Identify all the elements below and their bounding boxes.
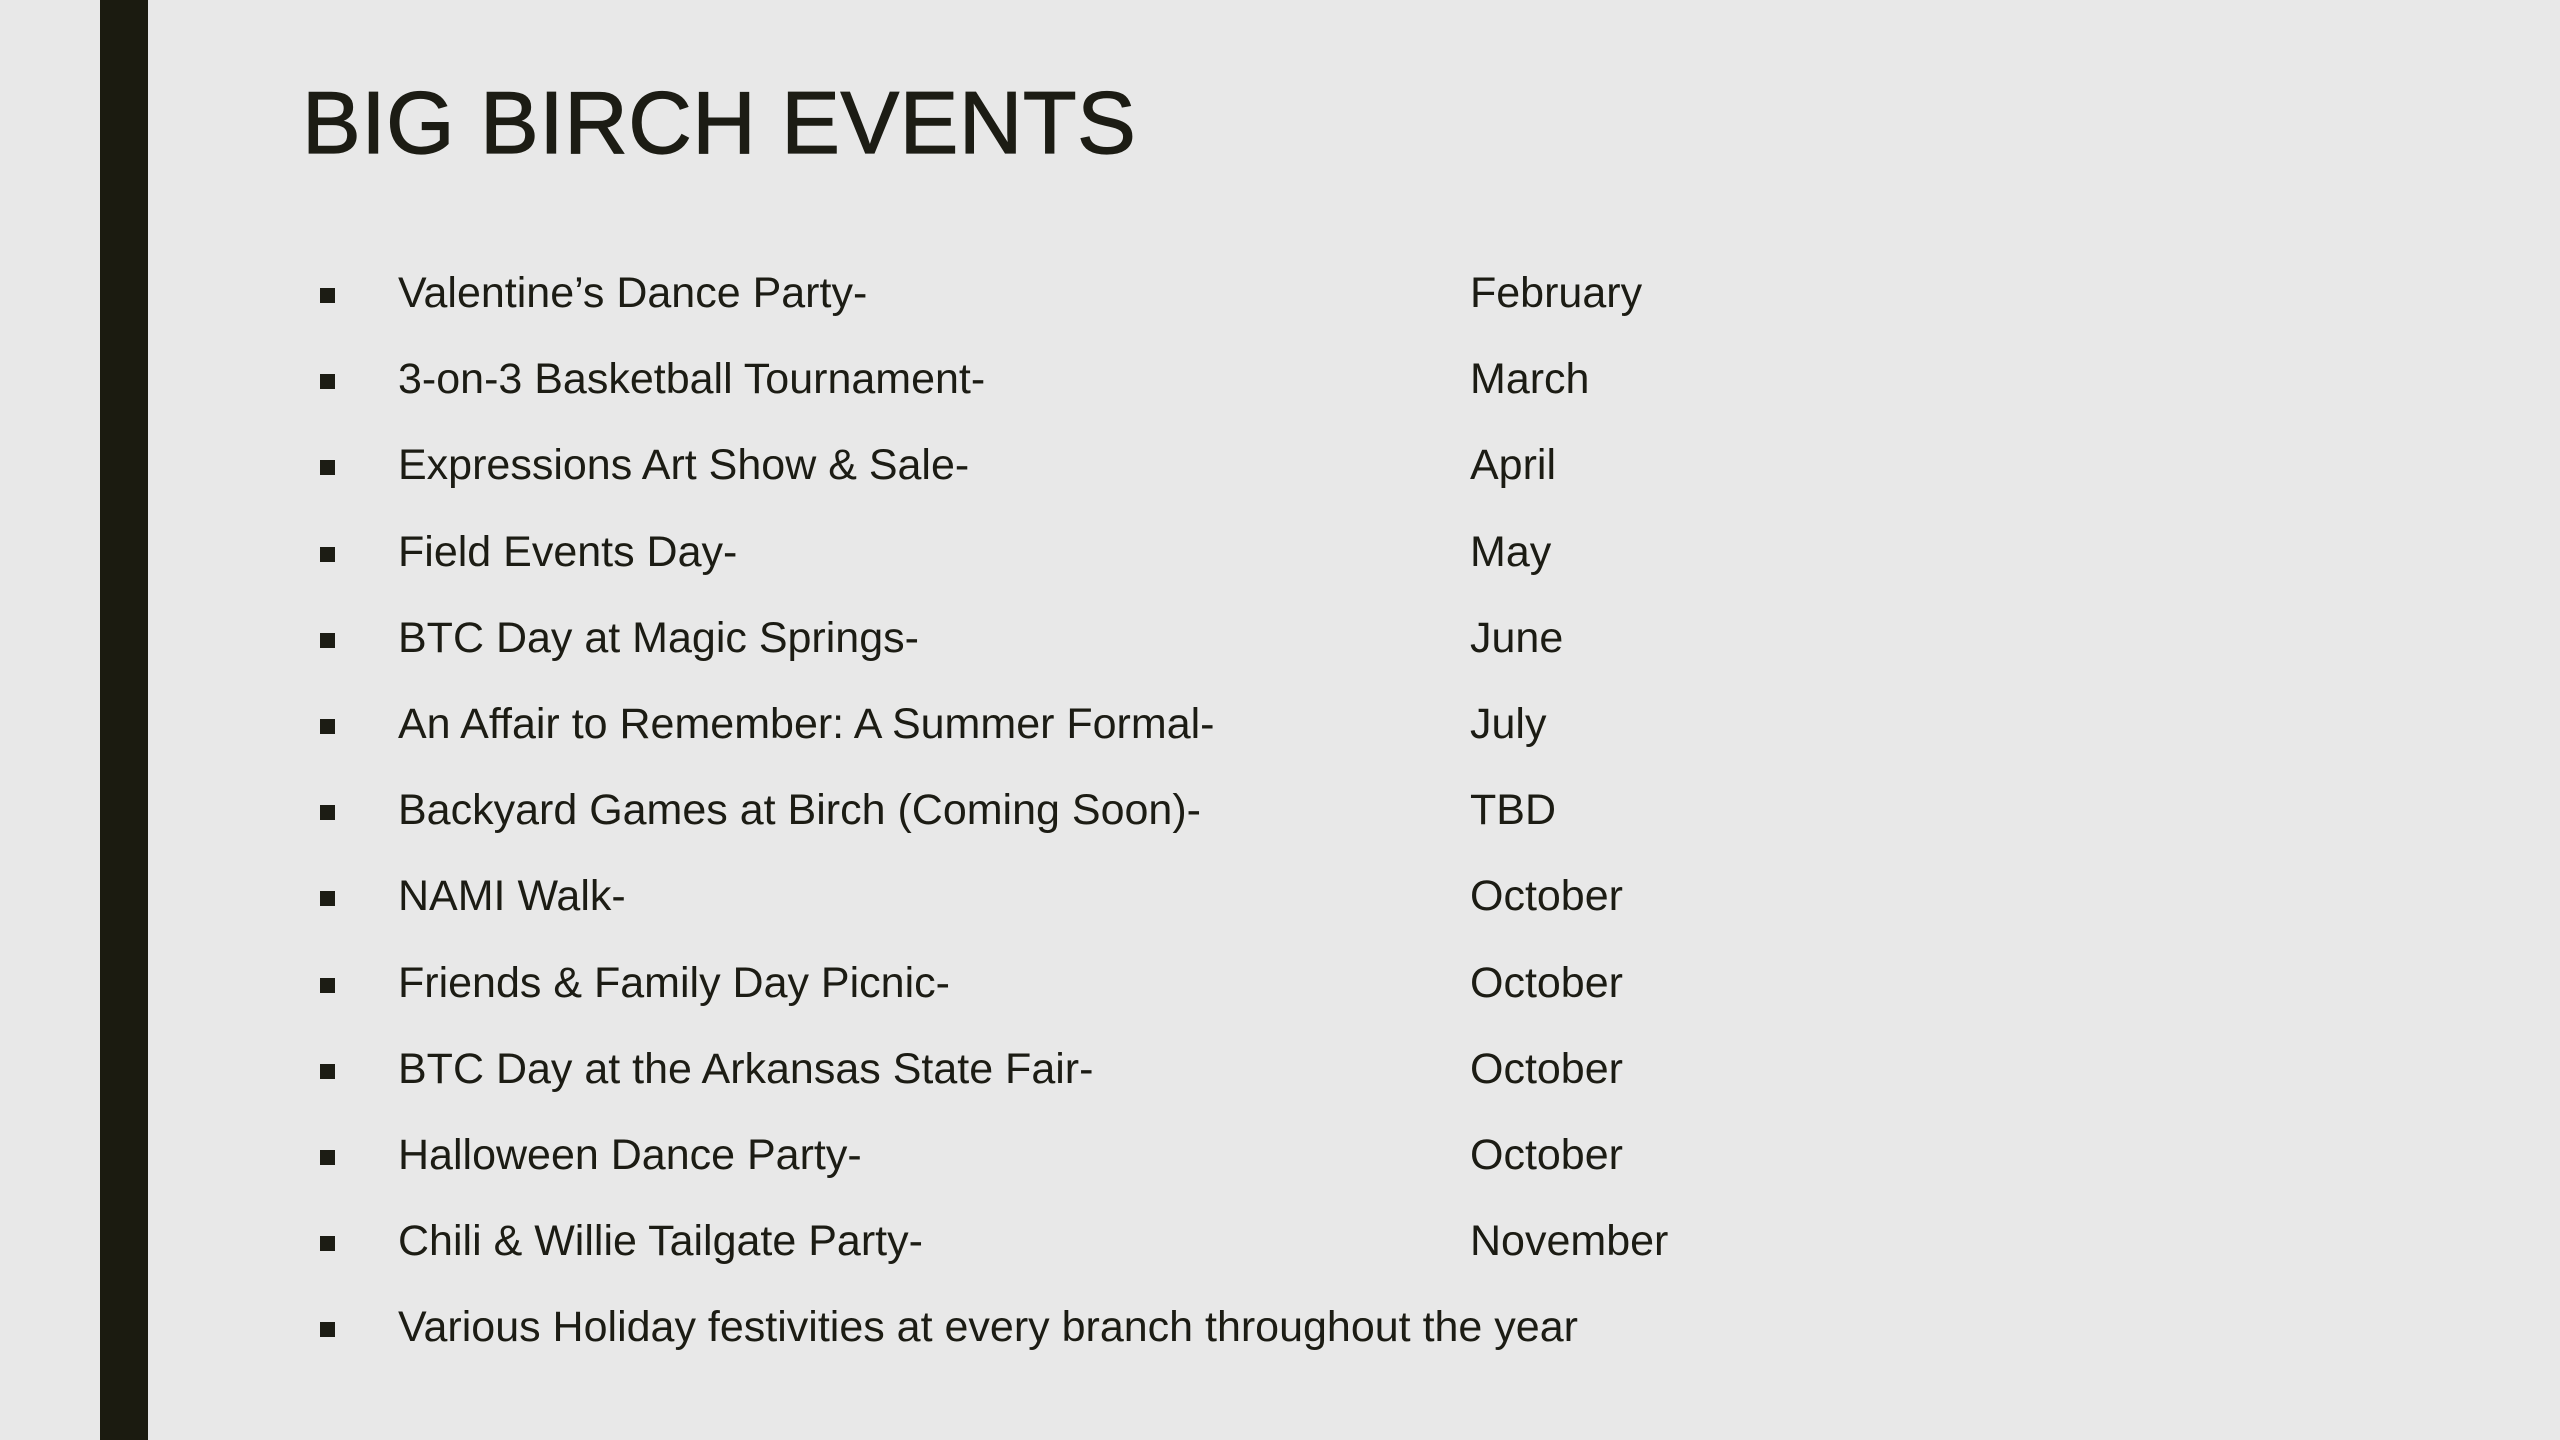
event-item [0, 595, 2560, 681]
square-bullet-icon [320, 805, 335, 820]
event-item [0, 336, 2560, 422]
event-month: October [1470, 872, 1623, 921]
slide-title: BIG BIRCH EVENTS [302, 73, 1137, 172]
event-item [0, 1198, 2560, 1284]
event-name: Various Holiday festivities at every branch throughout the year [398, 1303, 1578, 1352]
event-month: October [1470, 1130, 1623, 1179]
event-name: BTC Day at the Arkansas State Fair- [398, 1044, 1094, 1093]
square-bullet-icon [320, 719, 335, 734]
event-name: Field Events Day- [398, 527, 738, 576]
event-item [0, 940, 2560, 1026]
event-item [0, 422, 2560, 508]
event-name: Halloween Dance Party- [398, 1130, 862, 1179]
event-month: April [1470, 441, 1557, 490]
square-bullet-icon [320, 633, 335, 648]
event-name: An Affair to Remember: A Summer Formal- [398, 699, 1215, 748]
square-bullet-icon [320, 374, 335, 389]
event-name: Friends & Family Day Picnic- [398, 958, 950, 1007]
square-bullet-icon [320, 978, 335, 993]
square-bullet-icon [320, 460, 335, 475]
event-item [0, 1026, 2560, 1112]
event-item [0, 767, 2560, 853]
event-list [0, 250, 2560, 1370]
square-bullet-icon [320, 1064, 335, 1079]
square-bullet-icon [320, 891, 335, 906]
event-name: Backyard Games at Birch (Coming Soon)- [398, 786, 1201, 835]
event-item [0, 509, 2560, 595]
square-bullet-icon [320, 288, 335, 303]
event-name: NAMI Walk- [398, 872, 626, 921]
event-month: TBD [1470, 786, 1556, 835]
event-item [0, 853, 2560, 939]
event-name: BTC Day at Magic Springs- [398, 613, 919, 662]
event-month: October [1470, 1044, 1623, 1093]
event-name: 3-on-3 Basketball Tournament- [398, 355, 986, 404]
event-month: June [1470, 613, 1564, 662]
event-name: Chili & Willie Tailgate Party- [398, 1217, 923, 1266]
event-item [0, 681, 2560, 767]
square-bullet-icon [320, 1150, 335, 1165]
event-month: July [1470, 699, 1547, 748]
square-bullet-icon [320, 547, 335, 562]
event-item [0, 250, 2560, 336]
event-item [0, 1284, 2560, 1370]
square-bullet-icon [320, 1236, 335, 1251]
event-month: October [1470, 958, 1623, 1007]
event-month: November [1470, 1217, 1669, 1266]
event-month: May [1470, 527, 1552, 576]
event-item [0, 1112, 2560, 1198]
event-month: March [1470, 355, 1590, 404]
square-bullet-icon [320, 1322, 335, 1337]
event-name: Expressions Art Show & Sale- [398, 441, 970, 490]
event-name: Valentine’s Dance Party- [398, 269, 868, 317]
event-month: February [1470, 269, 1643, 317]
